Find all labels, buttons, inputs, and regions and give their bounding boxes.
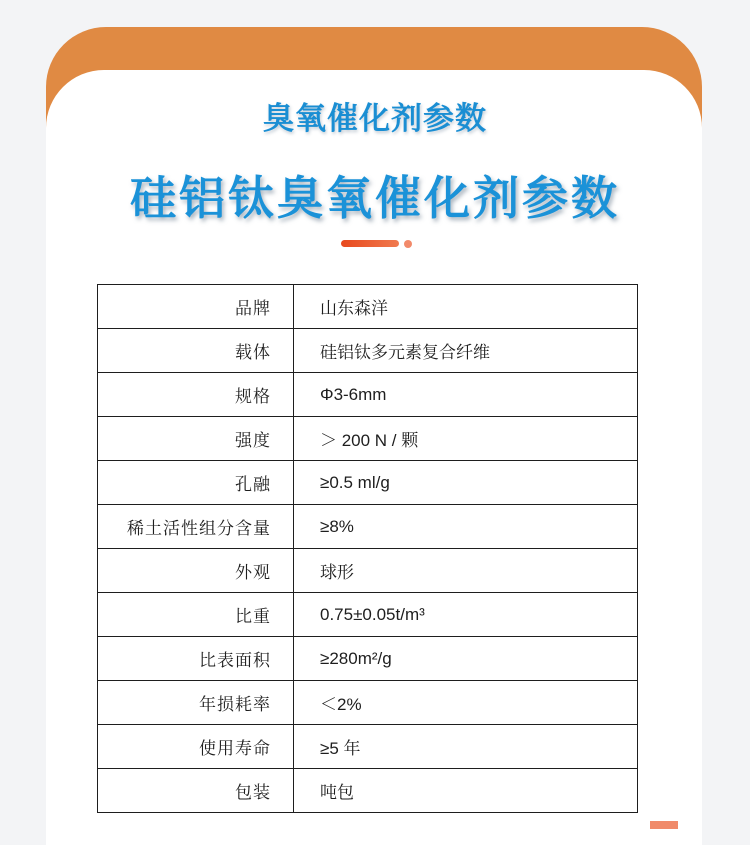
- row-value: 0.75±0.05t/m³: [294, 593, 638, 637]
- row-label: 规格: [98, 373, 294, 417]
- row-value: 山东森洋: [294, 285, 638, 329]
- row-value: ≥280m²/g: [294, 637, 638, 681]
- table-row: [98, 329, 638, 373]
- table-row: [98, 461, 638, 505]
- row-value: ≥0.5 ml/g: [294, 461, 638, 505]
- row-label: 稀土活性组分含量: [98, 505, 294, 549]
- row-label: 包装: [98, 769, 294, 813]
- row-label: 年损耗率: [98, 681, 294, 725]
- table-row: [98, 505, 638, 549]
- section-subtitle: 臭氧催化剂参数: [263, 101, 487, 137]
- table-row: [98, 549, 638, 593]
- row-label: 载体: [98, 329, 294, 373]
- page-title: 硅铝钛臭氧催化剂参数: [130, 171, 620, 225]
- row-label: 品牌: [98, 285, 294, 329]
- row-value: 吨包: [294, 769, 638, 813]
- table-row: [98, 681, 638, 725]
- corner-decoration: [650, 821, 678, 829]
- row-label: 强度: [98, 417, 294, 461]
- row-label: 孔融: [98, 461, 294, 505]
- row-label: 外观: [98, 549, 294, 593]
- row-value: 硅铝钛多元素复合纤维: [294, 329, 638, 373]
- row-value: 球形: [294, 549, 638, 593]
- table-row: [98, 285, 638, 329]
- parameter-table: [97, 284, 638, 813]
- row-label: 使用寿命: [98, 725, 294, 769]
- title-underline-bar: [341, 240, 399, 247]
- row-value: ≥8%: [294, 505, 638, 549]
- table-row: [98, 769, 638, 813]
- title-underline-dot: [404, 240, 412, 248]
- row-value: ＞ 200 N / 颗: [294, 417, 638, 461]
- row-label: 比表面积: [98, 637, 294, 681]
- row-value: ＜2%: [294, 681, 638, 725]
- row-value: Φ3-6mm: [294, 373, 638, 417]
- table-row: [98, 637, 638, 681]
- table-row: [98, 417, 638, 461]
- row-value: ≥5 年: [294, 725, 638, 769]
- row-label: 比重: [98, 593, 294, 637]
- table-row: [98, 373, 638, 417]
- table-row: [98, 593, 638, 637]
- table-row: [98, 725, 638, 769]
